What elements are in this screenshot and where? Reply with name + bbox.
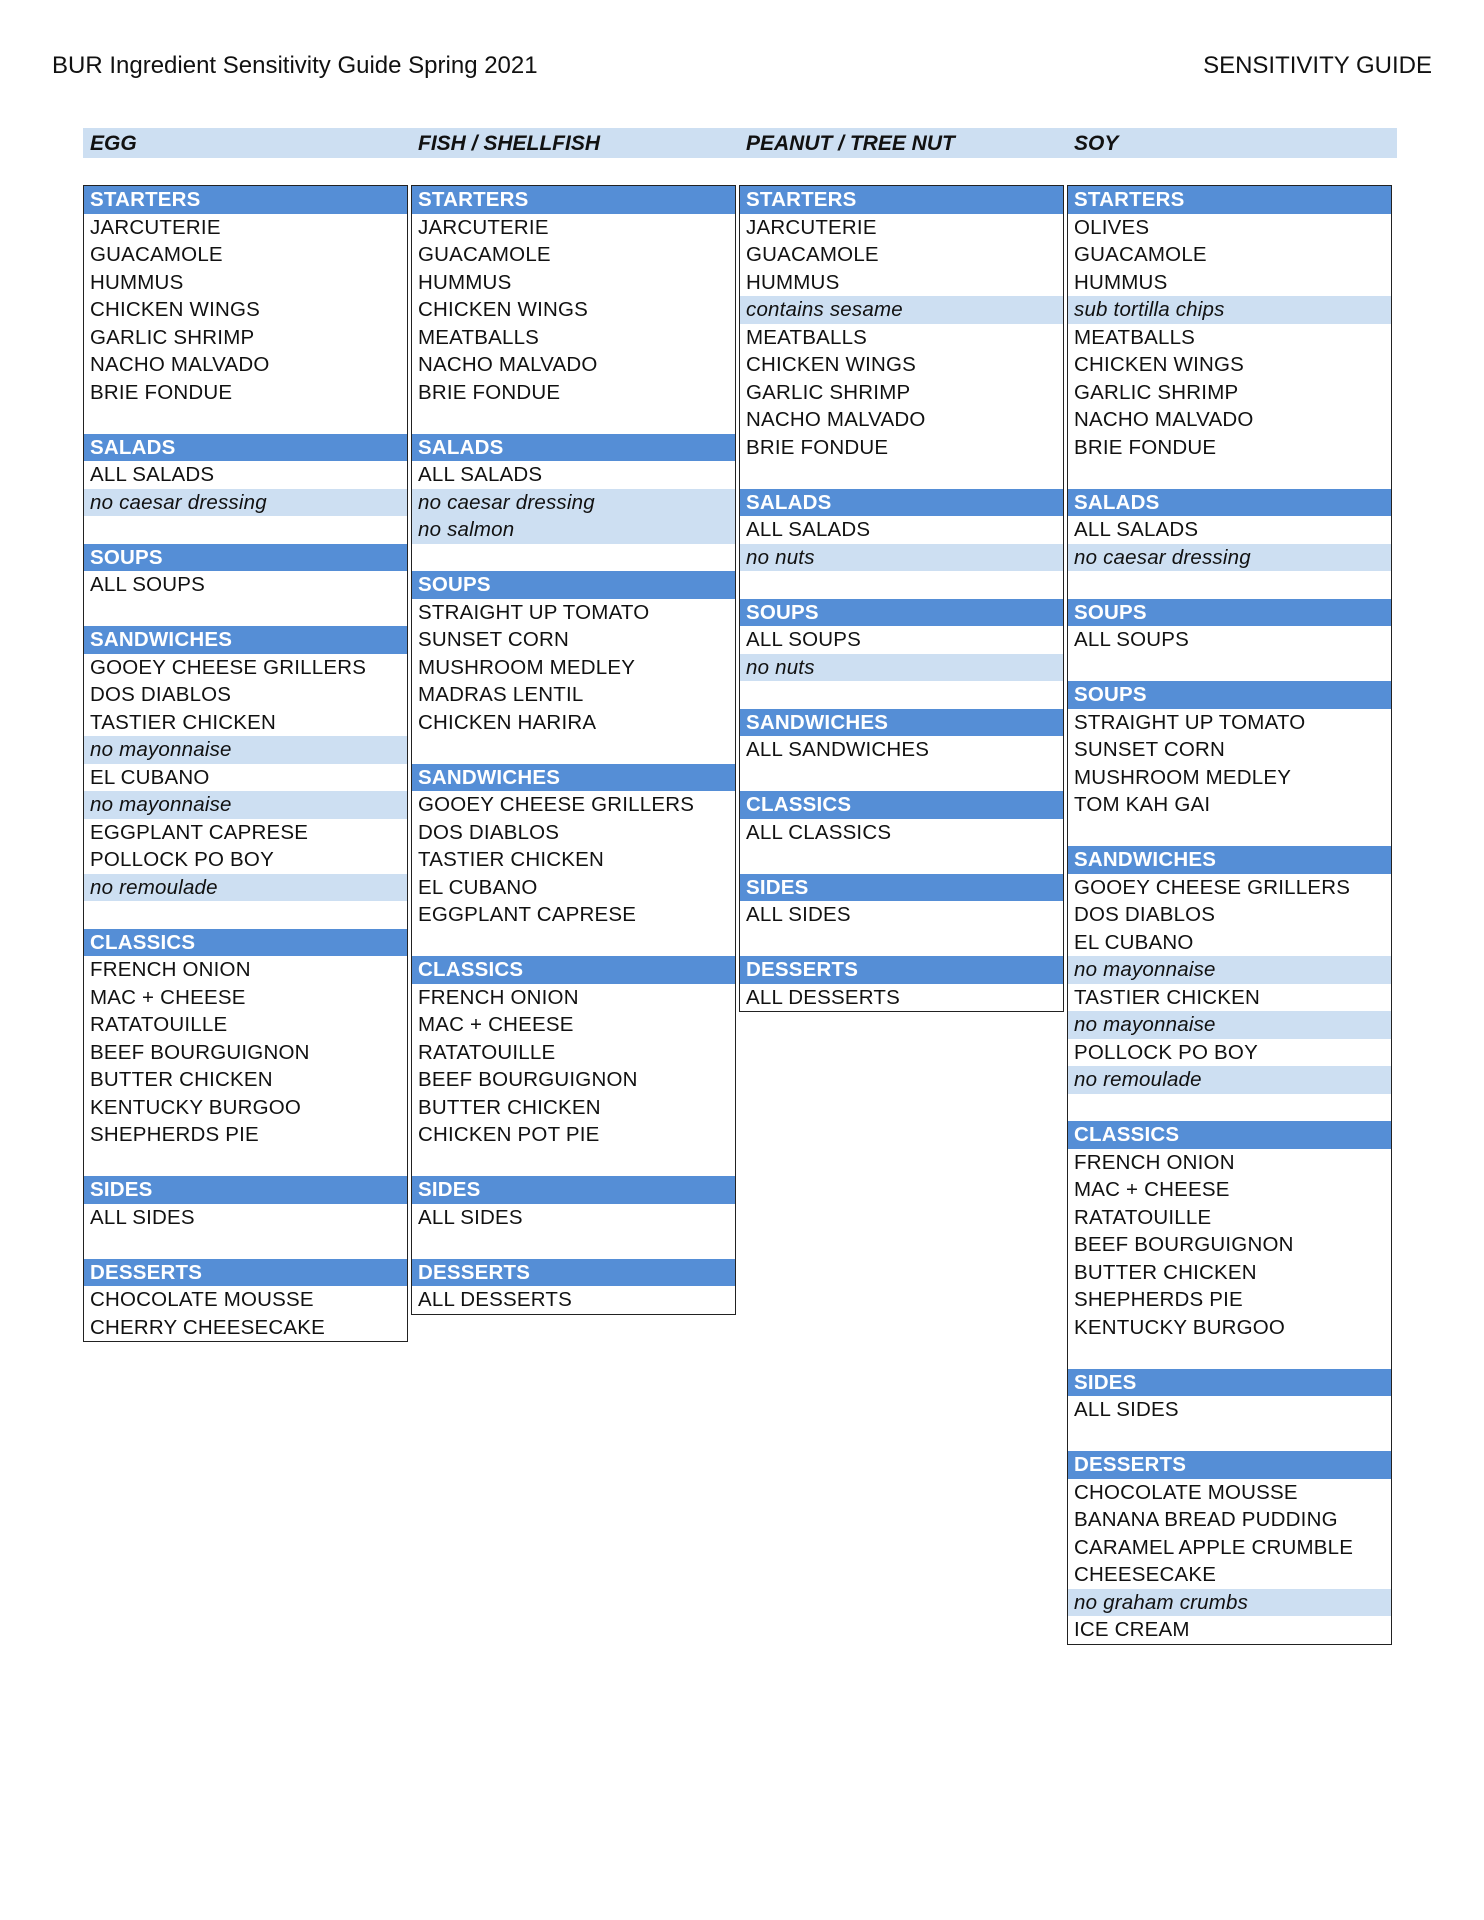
- menu-item: ALL SOUPS: [90, 573, 205, 596]
- spacer-row: [84, 406, 407, 434]
- menu-item: BRIE FONDUE: [1074, 435, 1217, 459]
- menu-item: FRENCH ONION: [1074, 1150, 1235, 1174]
- section-header: DESSERTS: [1068, 1451, 1391, 1479]
- modification-note: no caesar dressing: [412, 489, 735, 517]
- section-header: SOUPS: [740, 599, 1063, 627]
- menu-item: HUMMUS: [1074, 270, 1168, 294]
- menu-item: GUACAMOLE: [1074, 243, 1207, 266]
- menu-item: POLLOCK PO BOY: [1074, 1040, 1258, 1064]
- menu-item: ALL SIDES: [746, 903, 851, 926]
- menu-item: MAC + CHEESE: [1074, 1178, 1230, 1201]
- category-soy: SOY: [1074, 132, 1119, 155]
- menu-item: KENTUCKY BURGOO: [1074, 1315, 1286, 1339]
- menu-item: MEATBALLS: [418, 325, 540, 349]
- section-header: SIDES: [412, 1176, 735, 1204]
- menu-item: BANANA BREAD PUDDING: [1074, 1508, 1338, 1531]
- menu-item: BRIE FONDUE: [418, 380, 561, 404]
- menu-item: ALL SIDES: [418, 1205, 523, 1229]
- menu-item: GOOEY CHEESE GRILLERS: [1074, 875, 1351, 899]
- menu-item: ALL SALADS: [90, 463, 215, 486]
- menu-item: HUMMUS: [418, 270, 512, 294]
- modification-note: no caesar dressing: [84, 489, 407, 517]
- category-header-bar: [83, 128, 1397, 158]
- modification-note: no nuts: [740, 654, 1063, 682]
- menu-item: BUTTER CHICKEN: [1074, 1260, 1257, 1284]
- section-header: SALADS: [1068, 489, 1391, 517]
- spacer-row: [412, 406, 735, 434]
- section-header: DESSERTS: [740, 956, 1063, 984]
- menu-item: SHEPHERDS PIE: [90, 1123, 259, 1146]
- modification-note: no mayonnaise: [1068, 1011, 1391, 1039]
- modification-note: no graham crumbs: [1068, 1589, 1391, 1617]
- section-header: STARTERS: [412, 186, 735, 214]
- spacer-row: [412, 1231, 735, 1259]
- menu-item: SUNSET CORN: [1074, 738, 1226, 761]
- menu-item: CHICKEN WINGS: [746, 353, 917, 376]
- column-soy: [1067, 185, 1392, 1645]
- menu-item: GOOEY CHEESE GRILLERS: [418, 793, 695, 816]
- section-header: SOUPS: [412, 571, 735, 599]
- menu-item: HUMMUS: [90, 270, 184, 294]
- menu-item: ALL SIDES: [1074, 1398, 1179, 1421]
- spacer-row: [740, 764, 1063, 792]
- menu-item: RATATOUILLE: [418, 1040, 556, 1064]
- modification-note: sub tortilla chips: [1068, 296, 1391, 324]
- spacer-row: [740, 571, 1063, 599]
- menu-item: DOS DIABLOS: [418, 820, 560, 844]
- menu-item: TASTIER CHICKEN: [418, 848, 604, 871]
- menu-item: CHERRY CHEESECAKE: [90, 1315, 326, 1339]
- menu-item: BEEF BOURGUIGNON: [1074, 1233, 1294, 1256]
- menu-item: ALL SANDWICHES: [746, 738, 930, 761]
- section-header: CLASSICS: [1068, 1121, 1391, 1149]
- menu-item: RATATOUILLE: [90, 1013, 228, 1036]
- menu-item: MEATBALLS: [746, 325, 868, 349]
- column-fish-shellfish: [411, 185, 736, 1315]
- spacer-row: [1068, 1341, 1391, 1369]
- menu-item: BUTTER CHICKEN: [418, 1095, 601, 1119]
- menu-item: ALL DESSERTS: [418, 1288, 572, 1311]
- menu-item: CHICKEN WINGS: [418, 298, 589, 321]
- section-header: DESSERTS: [84, 1259, 407, 1287]
- section-header: DESSERTS: [412, 1259, 735, 1287]
- section-header: STARTERS: [740, 186, 1063, 214]
- spacer-row: [740, 929, 1063, 957]
- menu-item: CHICKEN HARIRA: [418, 710, 597, 734]
- menu-item: GARLIC SHRIMP: [1074, 380, 1239, 404]
- section-header: SIDES: [1068, 1369, 1391, 1397]
- spacer-row: [1068, 819, 1391, 847]
- menu-item: DOS DIABLOS: [90, 683, 232, 706]
- spacer-row: [412, 1149, 735, 1177]
- menu-item: NACHO MALVADO: [1074, 408, 1254, 431]
- menu-item: KENTUCKY BURGOO: [90, 1095, 302, 1119]
- category-fish-shellfish: FISH / SHELLFISH: [418, 132, 601, 155]
- menu-item: NACHO MALVADO: [746, 408, 926, 431]
- spacer-row: [1068, 461, 1391, 489]
- menu-item: MAC + CHEESE: [418, 1013, 574, 1036]
- spacer-row: [740, 846, 1063, 874]
- spacer-row: [1068, 571, 1391, 599]
- modification-note: no caesar dressing: [1068, 544, 1391, 572]
- menu-item: ALL SOUPS: [746, 628, 861, 651]
- menu-item: TOM KAH GAI: [1074, 793, 1211, 816]
- section-header: SALADS: [740, 489, 1063, 517]
- section-header: SIDES: [740, 874, 1063, 902]
- menu-item: BRIE FONDUE: [90, 380, 233, 404]
- menu-item: MADRAS LENTIL: [418, 683, 584, 706]
- modification-note: no nuts: [740, 544, 1063, 572]
- section-header: SOUPS: [1068, 681, 1391, 709]
- menu-item: JARCUTERIE: [418, 215, 549, 239]
- menu-item: HUMMUS: [746, 270, 840, 294]
- menu-item: POLLOCK PO BOY: [90, 848, 274, 871]
- section-header: SALADS: [412, 434, 735, 462]
- page-header: [52, 52, 1432, 82]
- menu-item: CHEESECAKE: [1074, 1563, 1217, 1586]
- menu-item: CHOCOLATE MOUSSE: [1074, 1480, 1298, 1504]
- section-header: SIDES: [84, 1176, 407, 1204]
- menu-item: EGGPLANT CAPRESE: [418, 903, 637, 926]
- menu-item: EL CUBANO: [418, 875, 538, 899]
- menu-item: JARCUTERIE: [90, 215, 221, 239]
- spacer-row: [84, 1149, 407, 1177]
- menu-item: BEEF BOURGUIGNON: [418, 1068, 638, 1091]
- menu-item: GUACAMOLE: [90, 243, 223, 266]
- document-label: SENSITIVITY GUIDE: [1203, 52, 1432, 79]
- spacer-row: [1068, 1094, 1391, 1122]
- spacer-row: [84, 1231, 407, 1259]
- section-header: SOUPS: [84, 544, 407, 572]
- spacer-row: [412, 736, 735, 764]
- section-header: SANDWICHES: [1068, 846, 1391, 874]
- modification-note: no remoulade: [1068, 1066, 1391, 1094]
- modification-note: no salmon: [412, 516, 735, 544]
- menu-item: SUNSET CORN: [418, 628, 570, 651]
- menu-item: TASTIER CHICKEN: [90, 710, 276, 734]
- menu-item: NACHO MALVADO: [90, 353, 270, 376]
- section-header: SOUPS: [1068, 599, 1391, 627]
- menu-item: ICE CREAM: [1074, 1618, 1190, 1641]
- section-header: SANDWICHES: [84, 626, 407, 654]
- menu-item: EGGPLANT CAPRESE: [90, 820, 309, 844]
- section-header: CLASSICS: [740, 791, 1063, 819]
- menu-item: MUSHROOM MEDLEY: [1074, 765, 1292, 789]
- menu-item: CARAMEL APPLE CRUMBLE: [1074, 1535, 1354, 1559]
- menu-item: EL CUBANO: [1074, 930, 1194, 954]
- menu-item: GARLIC SHRIMP: [90, 325, 255, 349]
- menu-item: FRENCH ONION: [418, 985, 579, 1009]
- section-header: SANDWICHES: [412, 764, 735, 792]
- menu-item: CHICKEN POT PIE: [418, 1123, 600, 1146]
- menu-item: FRENCH ONION: [90, 958, 251, 981]
- menu-item: DOS DIABLOS: [1074, 903, 1216, 926]
- menu-item: EL CUBANO: [90, 765, 210, 789]
- menu-item: ALL SOUPS: [1074, 628, 1189, 651]
- spacer-row: [1068, 654, 1391, 682]
- spacer-row: [1068, 1424, 1391, 1452]
- spacer-row: [412, 544, 735, 572]
- category-egg: EGG: [90, 132, 137, 155]
- section-header: CLASSICS: [412, 956, 735, 984]
- menu-item: ALL SALADS: [746, 518, 871, 541]
- menu-item: BRIE FONDUE: [746, 435, 889, 459]
- column-egg: [83, 185, 408, 1342]
- menu-item: MAC + CHEESE: [90, 985, 246, 1009]
- menu-item: CHICKEN WINGS: [90, 298, 261, 321]
- menu-item: STRAIGHT UP TOMATO: [418, 600, 650, 624]
- menu-item: OLIVES: [1074, 215, 1150, 239]
- section-header: CLASSICS: [84, 929, 407, 957]
- spacer-row: [740, 681, 1063, 709]
- modification-note: no mayonnaise: [84, 736, 407, 764]
- menu-item: NACHO MALVADO: [418, 353, 598, 376]
- menu-item: TASTIER CHICKEN: [1074, 985, 1260, 1009]
- menu-item: MEATBALLS: [1074, 325, 1196, 349]
- column-peanut-tree-nut: [739, 185, 1064, 1012]
- menu-item: ALL SIDES: [90, 1205, 195, 1229]
- menu-item: GUACAMOLE: [418, 243, 551, 266]
- category-peanut-tree-nut: PEANUT / TREE NUT: [746, 132, 955, 155]
- menu-item: RATATOUILLE: [1074, 1205, 1212, 1229]
- menu-item: CHOCOLATE MOUSSE: [90, 1288, 314, 1311]
- menu-item: MUSHROOM MEDLEY: [418, 655, 636, 679]
- menu-item: ALL DESSERTS: [746, 985, 900, 1009]
- menu-item: GOOEY CHEESE GRILLERS: [90, 655, 367, 679]
- spacer-row: [84, 516, 407, 544]
- menu-item: ALL SALADS: [418, 463, 543, 486]
- spacer-row: [84, 599, 407, 627]
- menu-item: ALL CLASSICS: [746, 820, 892, 844]
- spacer-row: [84, 901, 407, 929]
- spacer-row: [740, 461, 1063, 489]
- menu-item: GARLIC SHRIMP: [746, 380, 911, 404]
- modification-note: no mayonnaise: [84, 791, 407, 819]
- modification-note: contains sesame: [740, 296, 1063, 324]
- menu-item: GUACAMOLE: [746, 243, 879, 266]
- modification-note: no remoulade: [84, 874, 407, 902]
- section-header: SALADS: [84, 434, 407, 462]
- spacer-row: [412, 929, 735, 957]
- menu-item: SHEPHERDS PIE: [1074, 1288, 1243, 1311]
- menu-item: JARCUTERIE: [746, 215, 877, 239]
- menu-item: STRAIGHT UP TOMATO: [1074, 710, 1306, 734]
- section-header: STARTERS: [1068, 186, 1391, 214]
- menu-item: BUTTER CHICKEN: [90, 1068, 273, 1091]
- menu-item: ALL SALADS: [1074, 518, 1199, 541]
- menu-item: BEEF BOURGUIGNON: [90, 1040, 310, 1064]
- document-title: BUR Ingredient Sensitivity Guide Spring 2021: [52, 52, 538, 79]
- modification-note: no mayonnaise: [1068, 956, 1391, 984]
- section-header: STARTERS: [84, 186, 407, 214]
- section-header: SANDWICHES: [740, 709, 1063, 737]
- menu-item: CHICKEN WINGS: [1074, 353, 1245, 376]
